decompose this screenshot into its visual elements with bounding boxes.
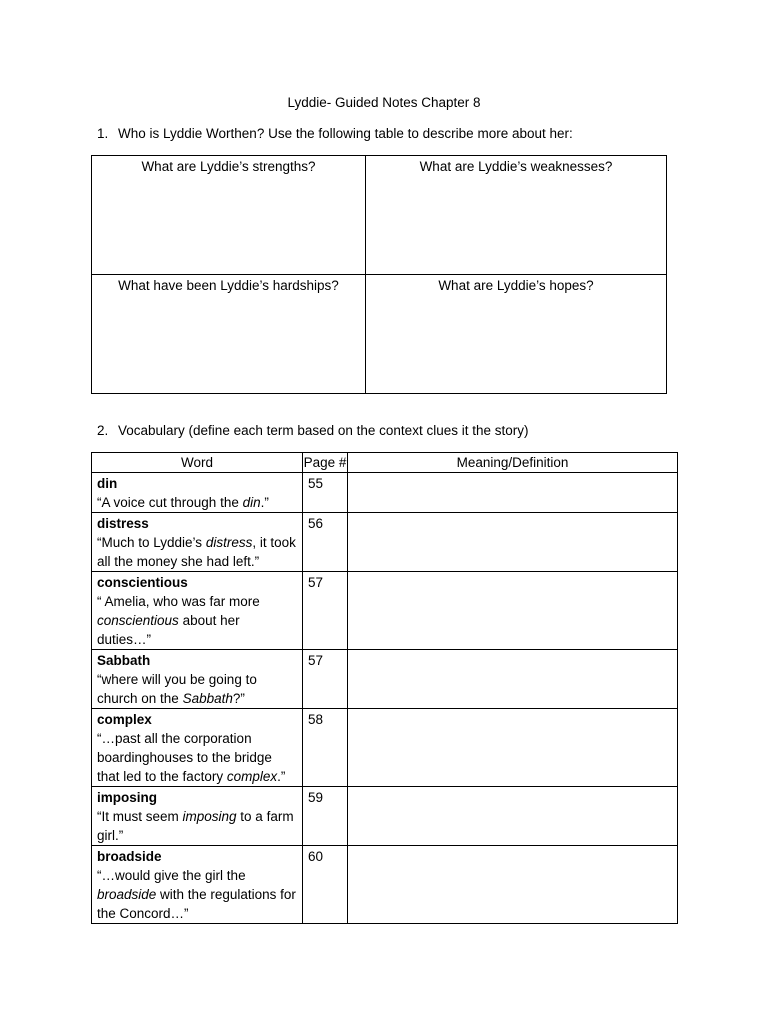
word-cell <box>92 846 303 924</box>
word-cell <box>92 473 303 513</box>
definition-cell[interactable] <box>348 513 678 572</box>
word-cell <box>92 787 303 846</box>
page-number: 60 <box>303 846 348 924</box>
question-2 <box>97 422 528 440</box>
vocab-term: imposing <box>97 790 157 805</box>
definition-cell[interactable] <box>348 650 678 709</box>
question-2-number: 2. <box>97 423 109 438</box>
definition-cell[interactable] <box>348 709 678 787</box>
hardships-cell[interactable]: What have been Lyddie’s hardships? <box>92 275 366 394</box>
page-number: 57 <box>303 572 348 650</box>
question-1-number: 1. <box>97 126 109 141</box>
vocab-term: complex <box>97 712 152 727</box>
table-row <box>92 572 678 650</box>
example-sentence: “Much to Lyddie’s distress, it took all the money she had left.” <box>97 535 296 569</box>
example-sentence: “ Amelia, who was far more conscientious about her duties…” <box>97 594 260 647</box>
table-row <box>92 709 678 787</box>
word-cell <box>92 572 303 650</box>
question-1-text: Who is Lyddie Worthen? Use the following table to describe more about her: <box>118 126 573 141</box>
hopes-cell[interactable]: What are Lyddie’s hopes? <box>366 275 667 394</box>
definition-cell[interactable] <box>348 846 678 924</box>
vocab-term: Sabbath <box>97 653 151 668</box>
table-row <box>92 846 678 924</box>
example-sentence: “…past all the corporation boardinghouses to the bridge that led to the factory complex.” <box>97 731 286 784</box>
table-row <box>92 473 678 513</box>
question-1 <box>97 125 573 143</box>
page-number: 59 <box>303 787 348 846</box>
page-title: Lyddie- Guided Notes Chapter 8 <box>287 95 481 110</box>
vocab-term: conscientious <box>97 575 188 590</box>
header-page: Page # <box>303 453 348 473</box>
example-sentence: “where will you be going to church on the Sabbath?” <box>97 672 257 706</box>
example-sentence: “It must seem imposing to a farm girl.” <box>97 809 294 843</box>
definition-cell[interactable] <box>348 572 678 650</box>
lyddie-description-table <box>91 155 667 394</box>
page-number: 57 <box>303 650 348 709</box>
word-cell <box>92 650 303 709</box>
vocab-term: distress <box>97 516 149 531</box>
strengths-cell[interactable]: What are Lyddie’s strengths? <box>92 156 366 275</box>
table-row <box>92 513 678 572</box>
vocabulary-table <box>91 452 678 924</box>
weaknesses-cell[interactable]: What are Lyddie’s weaknesses? <box>366 156 667 275</box>
question-2-text: Vocabulary (define each term based on the context clues it the story) <box>118 423 529 438</box>
table-row <box>92 650 678 709</box>
vocab-term: broadside <box>97 849 162 864</box>
word-cell <box>92 513 303 572</box>
example-sentence: “…would give the girl the broadside with the regulations for the Concord…” <box>97 868 296 921</box>
definition-cell[interactable] <box>348 787 678 846</box>
header-meaning: Meaning/Definition <box>348 453 678 473</box>
word-cell <box>92 709 303 787</box>
page-number: 58 <box>303 709 348 787</box>
vocab-term: din <box>97 476 118 491</box>
page-number: 56 <box>303 513 348 572</box>
example-sentence: “A voice cut through the din.” <box>97 495 269 510</box>
header-word: Word <box>92 453 303 473</box>
table-row <box>92 787 678 846</box>
definition-cell[interactable] <box>348 473 678 513</box>
page-number: 55 <box>303 473 348 513</box>
